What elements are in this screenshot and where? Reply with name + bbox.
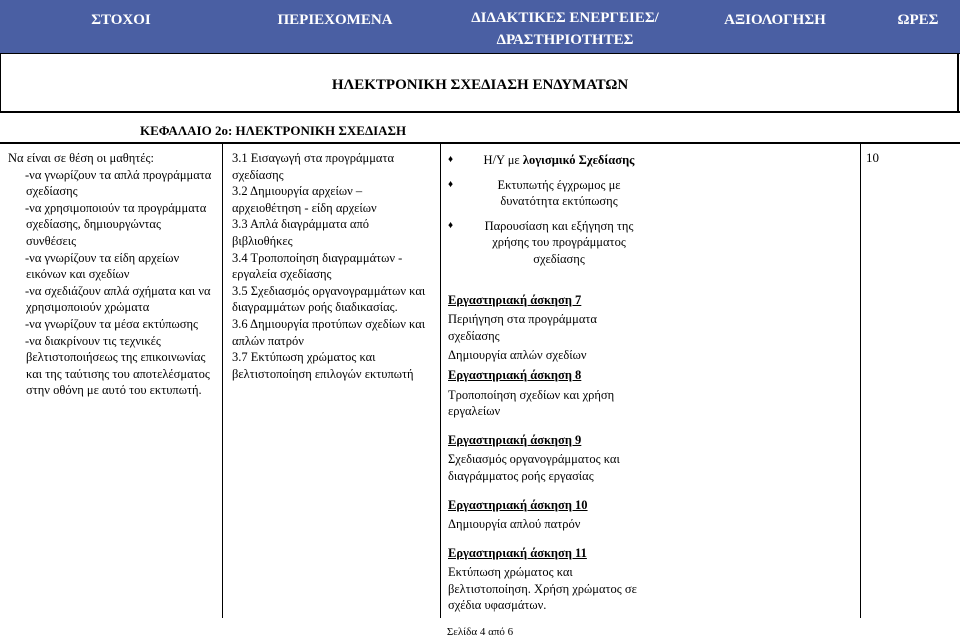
objective-item: -να σχεδιάζουν απλά σχήματα και να χρησιμοποιούν χρώματα xyxy=(25,283,211,315)
header-activities-line1: ΔΙΔΑΚΤΙΚΕΣ ΕΝΕΡΓΕΙΕΣ/ xyxy=(471,10,659,26)
exercise-title: Εργαστηριακή άσκηση 9 xyxy=(448,432,582,447)
diamond-bullet-icon: ♦ xyxy=(448,154,454,165)
activities-cell xyxy=(448,152,648,614)
header-objectives: ΣΤΟΧΟΙ xyxy=(91,12,151,28)
activity-bullet xyxy=(448,152,648,169)
table-header xyxy=(0,0,960,53)
objectives-cell xyxy=(8,150,214,399)
exercise-title: Εργαστηριακή άσκηση 8 xyxy=(448,367,582,382)
col-divider-1 xyxy=(222,142,223,618)
objective-item: -να γνωρίζουν τα είδη αρχείων εικόνων και σχεδίων xyxy=(25,250,180,282)
content-item: 3.6 Δημιουργία προτύπων σχεδίων και απλών πατρόν xyxy=(232,316,426,348)
activity-text: Παρουσίαση και εξήγηση της χρήσης του προγράμματος σχεδίασης xyxy=(484,218,634,266)
col-divider-2 xyxy=(440,142,441,618)
exercise-title: Εργαστηριακή άσκηση 10 xyxy=(448,497,588,512)
content-item: 3.3 Απλά διαγράμματα από βιβλιοθήκες xyxy=(232,217,370,248)
exercise-line: Τροποποίηση σχεδίων και χρήση εργαλείων xyxy=(448,387,615,419)
exercise-line: Δημιουργία απλού πατρόν xyxy=(448,517,581,532)
header-evaluation: ΑΞΙΟΛΟΓΗΣΗ xyxy=(724,12,826,28)
activity-bullet xyxy=(448,218,648,268)
header-hours: ΩΡΕΣ xyxy=(897,12,939,28)
diamond-bullet-icon: ♦ xyxy=(448,178,454,190)
row-top-border xyxy=(0,142,960,144)
objective-item: -να γνωρίζουν τα απλά προγράμματα σχεδίασης xyxy=(25,167,212,199)
content-item: 3.2 Δημιουργία αρχείων – αρχειοθέτηση - είδη αρχείων xyxy=(232,184,377,215)
activity-prefix: Η/Υ με xyxy=(483,153,523,167)
objective-item: -να γνωρίζουν τα μέσα εκτύπωσης xyxy=(25,316,199,331)
header-contents: ΠΕΡΙΕΧΟΜΕΝΑ xyxy=(277,12,393,28)
exercise-line: Σχεδιασμός οργανογράμματος και διαγράμματος ροής εργασίας xyxy=(448,452,620,483)
content-item: 3.5 Σχεδιασμός οργανογραμμάτων και διαγραμμάτων ροής διαδικασίας. xyxy=(232,283,426,315)
content-item: 3.4 Τροποποίηση διαγραμμάτων - εργαλεία σχεδίασης xyxy=(232,250,403,282)
exercise-line: Δημιουργία απλών σχεδίων xyxy=(448,348,587,363)
exercise-line: Περιήγηση στα προγράμματα σχεδίασης xyxy=(448,312,597,343)
hours-value: 10 xyxy=(866,150,879,165)
objective-item: -να χρησιμοποιούν τα προγράμματα σχεδίασης, δημιουργώντας συνθέσεις xyxy=(25,200,207,248)
title-box-top xyxy=(0,53,960,54)
chapter-title: ΚΕΦΑΛΑΙΟ 2ο: ΗΛΕΚΤΡΟΝΙΚΗ ΣΧΕΔΙΑΣΗ xyxy=(140,123,407,138)
exercise-title: Εργαστηριακή άσκηση 11 xyxy=(448,545,587,560)
exercise-line: Εκτύπωση χρώματος και βελτιστοποίηση. Χρήση χρώματος σε σχέδια υφασμάτων. xyxy=(448,565,637,613)
activity-emphasis: λογισμικό Σχεδίασης xyxy=(522,153,635,167)
content-item: 3.7 Εκτύπωση χρώματος και βελτιστοποίηση επιλογών εκτυπωτή xyxy=(232,350,414,381)
activity-bullet xyxy=(448,177,648,210)
page-footer: Σελίδα 4 από 6 xyxy=(446,626,514,638)
contents-cell xyxy=(232,150,432,382)
objective-item: -να διακρίνουν τις τεχνικές βελτιστοποιήσεως της επικοινωνίας και της ταύτισης του αποτελέσματος στην οθόνη με αυτό του εκτυπωτή. xyxy=(25,333,210,398)
objectives-intro: Να είναι σε θέση οι μαθητές: xyxy=(8,151,154,165)
title-box-bottom xyxy=(0,111,960,113)
content-item: 3.1 Εισαγωγή στα προγράμματα σχεδίασης xyxy=(232,151,395,182)
activity-text: Εκτυπωτής έγχρωμος με δυνατότητα εκτύπωσης xyxy=(497,177,621,209)
header-activities-line2: ΔΡΑΣΤΗΡΙΟΤΗΤΕΣ xyxy=(496,32,634,48)
diamond-bullet-icon: ♦ xyxy=(448,219,454,231)
course-title: ΗΛΕΚΤΡΟΝΙΚΗ ΣΧΕΔΙΑΣΗ ΕΝΔΥΜΑΤΩΝ xyxy=(331,77,629,93)
col-divider-3 xyxy=(860,142,861,618)
exercise-title: Εργαστηριακή άσκηση 7 xyxy=(448,292,582,307)
